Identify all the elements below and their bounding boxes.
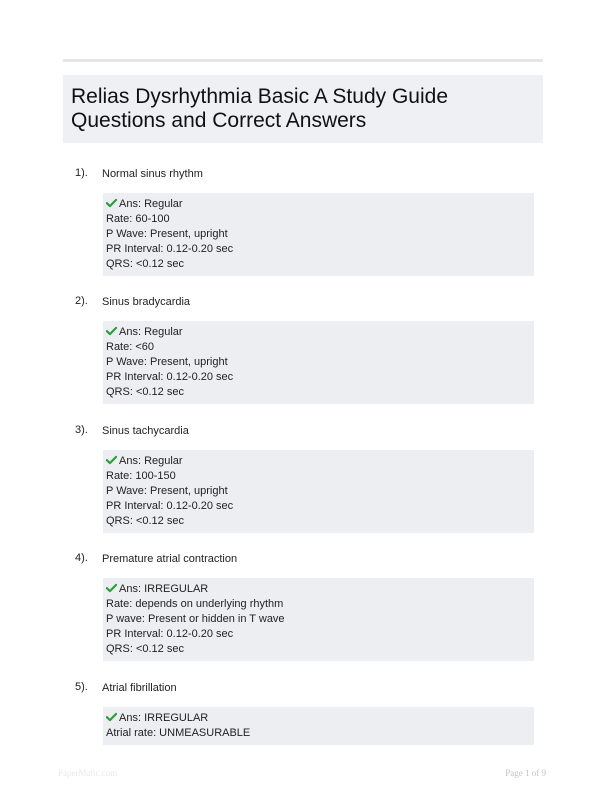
answer-label-line — [106, 711, 530, 726]
answer-box — [103, 321, 534, 404]
answer-box — [103, 193, 534, 276]
footer-watermark: PaperMatic.com — [58, 768, 118, 778]
check-icon — [106, 326, 117, 336]
answer-line: Rate: <60 — [106, 341, 155, 353]
question-number: 2). — [75, 295, 88, 307]
answer-line: P Wave: Present, upright — [106, 228, 228, 240]
answer-label-line — [106, 325, 530, 340]
question-number: 4). — [75, 552, 88, 564]
answer-line: P Wave: Present, upright — [106, 485, 228, 497]
answer-line: QRS: <0.12 sec — [106, 386, 184, 398]
question-number: 3). — [75, 424, 88, 436]
question-number: 1). — [75, 167, 88, 179]
answer-line: Rate: depends on underlying rhythm — [106, 598, 284, 610]
question-number: 5). — [75, 681, 88, 693]
answer-line: P Wave: Present, upright — [106, 356, 228, 368]
question-text: Sinus tachycardia — [102, 425, 189, 437]
answer-label: Ans: IRREGULAR — [119, 712, 209, 724]
answer-label: Ans: Regular — [119, 326, 183, 338]
answer-label: Ans: Regular — [119, 198, 183, 210]
answer-label-line — [106, 582, 530, 597]
answer-line: Rate: 60-100 — [106, 213, 170, 225]
page-number: Page 1 of 9 — [505, 768, 546, 778]
answer-line: PR Interval: 0.12-0.20 sec — [106, 500, 234, 512]
answer-box — [103, 707, 534, 745]
check-icon — [106, 583, 117, 593]
answer-line: PR Interval: 0.12-0.20 sec — [106, 628, 234, 640]
answer-box — [103, 578, 534, 661]
title-box — [63, 75, 543, 143]
answer-label-line — [106, 197, 530, 212]
answer-label-line — [106, 454, 530, 469]
question-text: Premature atrial contraction — [102, 553, 238, 565]
top-divider — [63, 59, 543, 62]
check-icon — [106, 198, 117, 208]
document-title-line-2: Questions and Correct Answers — [71, 109, 367, 132]
answer-box — [103, 450, 534, 533]
answer-line: PR Interval: 0.12-0.20 sec — [106, 371, 234, 383]
check-icon — [106, 455, 117, 465]
question-text: Sinus bradycardia — [102, 296, 191, 308]
answer-line: Rate: 100-150 — [106, 470, 176, 482]
question-text: Atrial fibrillation — [102, 682, 177, 694]
answer-line: P wave: Present or hidden in T wave — [106, 613, 285, 625]
answer-line: QRS: <0.12 sec — [106, 515, 184, 527]
document-title-line-1: Relias Dysrhythmia Basic A Study Guide — [71, 85, 448, 108]
check-icon — [106, 712, 117, 722]
answer-line: PR Interval: 0.12-0.20 sec — [106, 243, 234, 255]
answer-label: Ans: IRREGULAR — [119, 583, 209, 595]
answer-label: Ans: Regular — [119, 455, 183, 467]
answer-line: Atrial rate: UNMEASURABLE — [106, 727, 251, 739]
answer-line: QRS: <0.12 sec — [106, 258, 184, 270]
answer-line: QRS: <0.12 sec — [106, 643, 184, 655]
question-text: Normal sinus rhythm — [102, 168, 203, 180]
